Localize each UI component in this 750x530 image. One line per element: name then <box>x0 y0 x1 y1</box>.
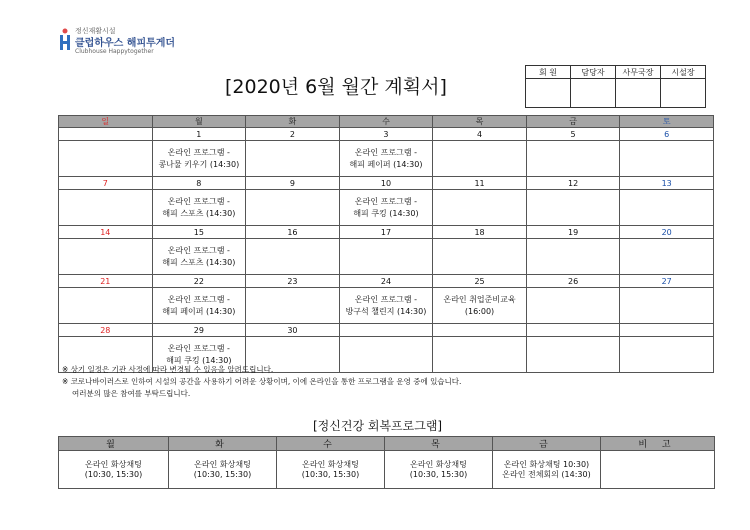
calendar-date: 23 <box>246 275 340 288</box>
calendar-event-cell <box>339 141 433 177</box>
calendar-date: 20 <box>620 226 714 239</box>
calendar-date: 13 <box>620 177 714 190</box>
calendar-date: 17 <box>339 226 433 239</box>
weekday-wed: 수 <box>339 116 433 128</box>
calendar-date <box>620 324 714 337</box>
calendar-event-cell <box>152 239 246 275</box>
calendar-event-cell <box>620 337 714 373</box>
approval-header-member: 회 원 <box>526 66 571 79</box>
monthly-calendar <box>58 115 714 373</box>
calendar-date <box>59 128 153 141</box>
calendar-date: 2 <box>246 128 340 141</box>
calendar-date: 12 <box>526 177 620 190</box>
note-line: ※ 상기 일정은 기관 사정에 따라 변경될 수 있음을 알려드립니다. <box>62 365 274 374</box>
calendar-date-row <box>59 226 714 239</box>
calendar-event-cell <box>59 288 153 324</box>
calendar-date-row <box>59 324 714 337</box>
calendar-date <box>433 324 527 337</box>
calendar-date: 27 <box>620 275 714 288</box>
weekday-thu: 목 <box>433 116 527 128</box>
calendar-event-cell <box>620 190 714 226</box>
note-line: ※ 코로나바이러스로 인하여 시설의 공간을 사용하기 어려운 상황이며, 이에 온라인을 통한 프로그램을 운영 중에 있습니다. <box>62 377 462 386</box>
program-header-wed: 수 <box>277 437 385 451</box>
calendar-date: 16 <box>246 226 340 239</box>
calendar-event-cell <box>339 239 433 275</box>
approval-header-secretary-general: 사무국장 <box>616 66 661 79</box>
program-title: [정신건강 회복프로그램] <box>313 419 443 433</box>
calendar-event-cell <box>59 141 153 177</box>
calendar-event-cell <box>433 190 527 226</box>
calendar-date: 28 <box>59 324 153 337</box>
calendar-event-text: 온라인 프로그램 - 해피 쿠킹 (14:30) <box>166 343 232 365</box>
calendar-date: 14 <box>59 226 153 239</box>
page-title: [2020년 6월 월간 계획서] <box>225 76 447 98</box>
weekday-sat: 토 <box>620 116 714 128</box>
calendar-event-cell <box>620 141 714 177</box>
program-cell-thu: 온라인 화상채팅 (10:30, 15:30) <box>385 451 493 489</box>
calendar-event-cell <box>339 288 433 324</box>
calendar-event-text: 온라인 프로그램 - 콩나물 키우기 (14:30) <box>158 147 240 169</box>
approval-sign-cell[interactable] <box>571 79 616 108</box>
calendar-event-cell <box>246 288 340 324</box>
calendar-event-cell <box>526 288 620 324</box>
notes <box>62 364 461 400</box>
calendar-event-cell <box>526 239 620 275</box>
program-cell-remarks <box>601 451 715 489</box>
calendar-event-cell <box>433 239 527 275</box>
calendar-date: 10 <box>339 177 433 190</box>
calendar-date-row <box>59 177 714 190</box>
calendar-event-row <box>59 190 714 226</box>
calendar-event-cell <box>246 141 340 177</box>
calendar-date <box>526 324 620 337</box>
approval-header-director: 시설장 <box>661 66 706 79</box>
weekday-sun: 일 <box>59 116 153 128</box>
calendar-event-text: 온라인 프로그램 - 방구석 챌린지 (14:30) <box>345 294 427 316</box>
calendar-event-row <box>59 239 714 275</box>
weekday-mon: 월 <box>152 116 246 128</box>
logo-mark-icon <box>58 28 72 52</box>
calendar-date: 8 <box>152 177 246 190</box>
calendar-event-cell <box>433 141 527 177</box>
calendar-event-cell <box>59 190 153 226</box>
calendar-date: 26 <box>526 275 620 288</box>
calendar-event-cell <box>246 190 340 226</box>
program-header-tue: 화 <box>169 437 277 451</box>
program-cell-wed: 온라인 화상채팅 (10:30, 15:30) <box>277 451 385 489</box>
calendar-event-cell <box>152 288 246 324</box>
approval-sign-cell[interactable] <box>526 79 571 108</box>
program-table <box>58 436 715 489</box>
calendar-date: 24 <box>339 275 433 288</box>
calendar-event-text: 온라인 프로그램 - 해피 페이퍼 (14:30) <box>349 147 423 169</box>
program-header-remarks: 비 고 <box>601 437 715 451</box>
program-cell-mon: 온라인 화상채팅 (10:30, 15:30) <box>59 451 169 489</box>
calendar-date: 3 <box>339 128 433 141</box>
program-cell-tue: 온라인 화상채팅 (10:30, 15:30) <box>169 451 277 489</box>
weekday-fri: 금 <box>526 116 620 128</box>
program-header-mon: 월 <box>59 437 169 451</box>
calendar-date: 30 <box>246 324 340 337</box>
calendar-date: 9 <box>246 177 340 190</box>
calendar-event-cell <box>152 141 246 177</box>
program-cell-fri: 온라인 화상채팅 10:30) 온라인 전체회의 (14:30) <box>493 451 601 489</box>
calendar-event-row <box>59 288 714 324</box>
calendar-event-text: 온라인 취업준비교육 (16:00) <box>443 294 516 316</box>
program-header-fri: 금 <box>493 437 601 451</box>
program-header-row <box>59 437 715 451</box>
approval-sign-cell[interactable] <box>661 79 706 108</box>
calendar-date: 21 <box>59 275 153 288</box>
program-body-row <box>59 451 715 489</box>
calendar-date: 1 <box>152 128 246 141</box>
calendar-event-text: 온라인 프로그램 - 해피 쿠킹 (14:30) <box>353 196 419 218</box>
calendar-date: 5 <box>526 128 620 141</box>
calendar-date-row <box>59 128 714 141</box>
program-header-thu: 목 <box>385 437 493 451</box>
calendar-event-text: 온라인 프로그램 - 해피 스포츠 (14:30) <box>162 245 236 267</box>
calendar-event-row <box>59 141 714 177</box>
calendar-event-cell <box>433 288 527 324</box>
calendar-event-cell <box>620 239 714 275</box>
calendar-event-cell <box>620 288 714 324</box>
calendar-date: 19 <box>526 226 620 239</box>
calendar-event-cell <box>526 337 620 373</box>
approval-sign-cell[interactable] <box>616 79 661 108</box>
logo-name: 클럽하우스 해피투게더 <box>75 38 176 49</box>
approval-header-manager: 담당자 <box>571 66 616 79</box>
calendar-date-row <box>59 275 714 288</box>
calendar-weekday-header <box>59 116 714 128</box>
calendar-event-text: 온라인 프로그램 - 해피 페이퍼 (14:30) <box>162 294 236 316</box>
weekday-tue: 화 <box>246 116 340 128</box>
calendar-event-cell <box>526 141 620 177</box>
calendar-date: 25 <box>433 275 527 288</box>
calendar-event-cell <box>526 190 620 226</box>
calendar-date: 18 <box>433 226 527 239</box>
calendar-date: 7 <box>59 177 153 190</box>
calendar-date <box>339 324 433 337</box>
calendar-event-cell <box>246 239 340 275</box>
calendar-date: 11 <box>433 177 527 190</box>
calendar-event-cell <box>59 239 153 275</box>
logo-english-name: Clubhouse Happytogether <box>75 48 154 55</box>
calendar-date: 15 <box>152 226 246 239</box>
calendar-event-text: 온라인 프로그램 - 해피 스포츠 (14:30) <box>162 196 236 218</box>
note-line: 여러분의 많은 참여를 부탁드립니다. <box>72 389 191 398</box>
calendar-date: 22 <box>152 275 246 288</box>
calendar-date: 29 <box>152 324 246 337</box>
calendar-date: 6 <box>620 128 714 141</box>
calendar-date: 4 <box>433 128 527 141</box>
calendar-event-cell <box>339 190 433 226</box>
approval-box <box>525 65 706 108</box>
logo-subtitle: 정신재활시설 <box>75 27 116 35</box>
clubhouse-logo <box>58 24 198 58</box>
calendar-event-cell <box>152 190 246 226</box>
